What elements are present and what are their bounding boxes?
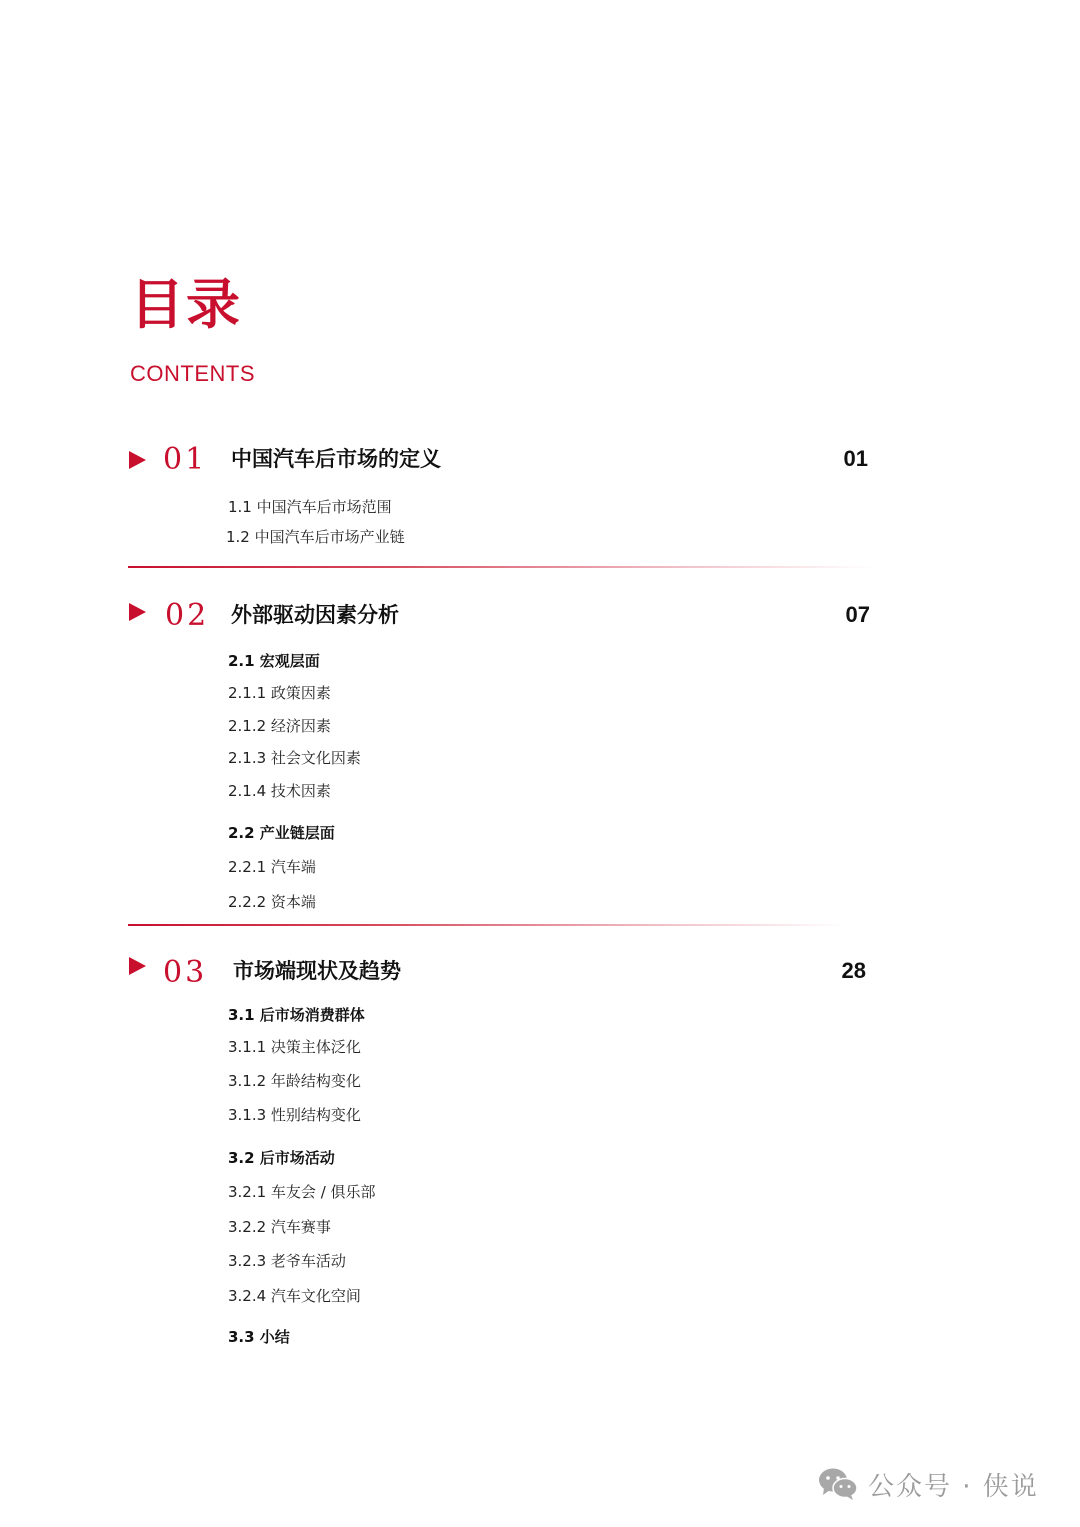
section-arrow-icon — [129, 603, 146, 621]
watermark-text: 公众号 · 侠说 — [868, 1471, 1039, 1502]
section-title[interactable]: 市场端现状及趋势 — [233, 959, 401, 983]
toc-item[interactable]: 2.1.1 政策因素 — [228, 684, 331, 702]
toc-item[interactable]: 3.1.1 决策主体泛化 — [228, 1038, 361, 1056]
section-number: 01 — [163, 442, 208, 477]
watermark — [818, 1462, 1039, 1506]
toc-title: 目录 — [130, 273, 242, 336]
toc-item[interactable]: 3.2.2 汽车赛事 — [228, 1218, 331, 1236]
toc-item[interactable]: 3.2.4 汽车文化空间 — [228, 1287, 361, 1305]
toc-subsection[interactable]: 2.2 产业链层面 — [228, 824, 335, 842]
section-title[interactable]: 外部驱动因素分析 — [231, 603, 399, 627]
toc-item[interactable]: 2.1.2 经济因素 — [228, 717, 331, 735]
section-arrow-icon — [129, 451, 146, 469]
toc-subsection[interactable]: 2.1 宏观层面 — [228, 652, 320, 670]
toc-item[interactable]: 3.2.3 老爷车活动 — [228, 1252, 346, 1270]
section-page: 01 — [843, 446, 868, 471]
toc-item[interactable]: 1.1 中国汽车后市场范围 — [228, 498, 392, 516]
section-divider — [128, 566, 873, 568]
wechat-icon — [818, 1467, 858, 1501]
toc-item[interactable]: 2.1.3 社会文化因素 — [228, 749, 361, 767]
toc-item[interactable]: 2.2.2 资本端 — [228, 893, 316, 911]
section-title[interactable]: 中国汽车后市场的定义 — [231, 447, 441, 471]
section-divider — [128, 924, 848, 926]
toc-item[interactable]: 2.2.1 汽车端 — [228, 858, 316, 876]
toc-item[interactable]: 2.1.4 技术因素 — [228, 782, 331, 800]
toc-item[interactable]: 1.2 中国汽车后市场产业链 — [226, 528, 405, 546]
section-number: 03 — [163, 955, 208, 990]
section-page: 07 — [845, 602, 870, 627]
section-number: 02 — [165, 598, 210, 633]
toc-subtitle: CONTENTS — [130, 361, 255, 386]
toc-subsection[interactable]: 3.2 后市场活动 — [228, 1149, 335, 1167]
toc-item[interactable]: 3.2.1 车友会 / 俱乐部 — [228, 1183, 376, 1201]
toc-item[interactable]: 3.1.2 年龄结构变化 — [228, 1072, 361, 1090]
toc-subsection[interactable]: 3.3 小结 — [228, 1328, 290, 1346]
toc-subsection[interactable]: 3.1 后市场消费群体 — [228, 1006, 365, 1024]
section-arrow-icon — [129, 957, 146, 975]
section-page: 28 — [841, 958, 866, 983]
toc-item[interactable]: 3.1.3 性别结构变化 — [228, 1106, 361, 1124]
